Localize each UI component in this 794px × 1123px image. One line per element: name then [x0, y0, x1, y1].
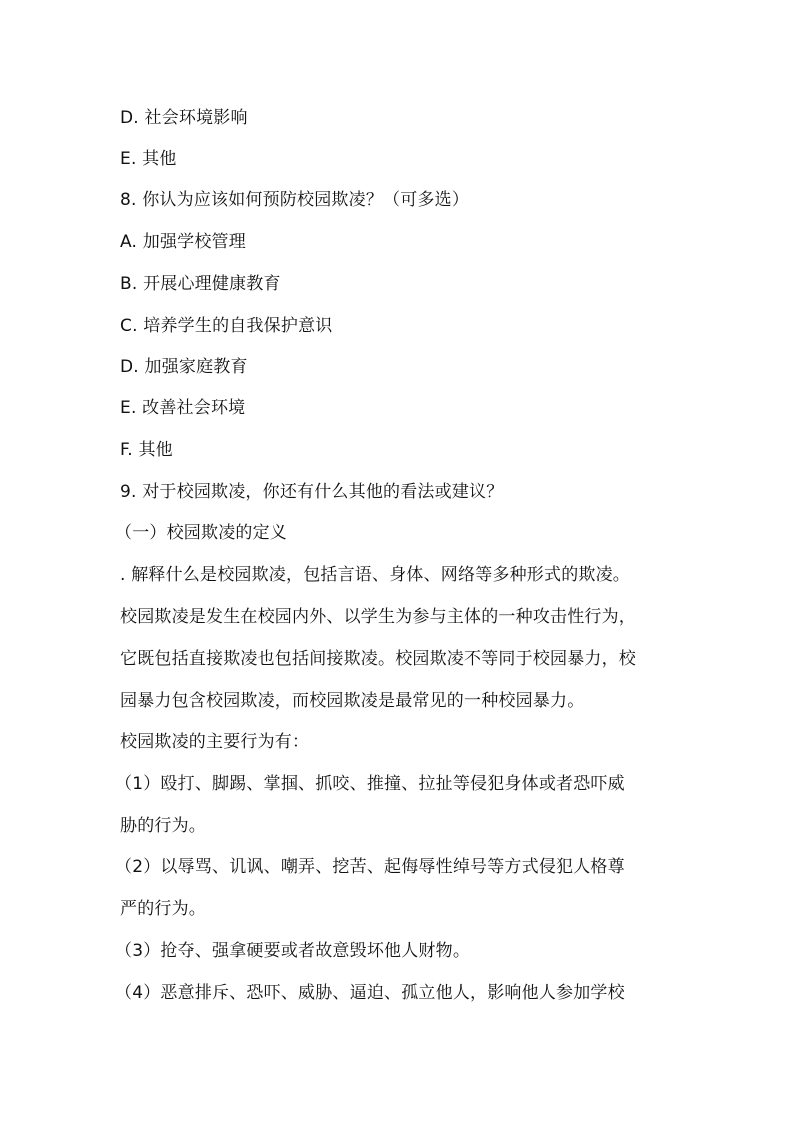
- option-e-other: E. 其他: [120, 149, 177, 169]
- section-heading-definition: （一）校园欺凌的定义: [115, 523, 287, 543]
- list-item-3: （3）抢夺、强拿硬要或者故意毁坏他人财物。: [115, 941, 471, 961]
- list-item-4: （4）恶意排斥、恐吓、威胁、逼迫、孤立他人，影响他人参加学校: [115, 983, 625, 1003]
- paragraph-line: 它既包括直接欺凌也包括间接欺凌。校园欺凌不等同于校园暴力，校: [120, 649, 636, 669]
- option-b-mental-health: B. 开展心理健康教育: [120, 274, 281, 294]
- list-item-1-continued: 胁的行为。: [120, 816, 206, 836]
- list-item-1: （1）殴打、脚踢、掌掴、抓咬、推撞、拉扯等侵犯身体或者恐吓威: [115, 774, 625, 794]
- paragraph-line: 校园欺凌的主要行为有：: [120, 732, 310, 752]
- option-f-other: F. 其他: [120, 440, 173, 460]
- option-a-school-management: A. 加强学校管理: [120, 232, 246, 252]
- question-9: 9. 对于校园欺凌，你还有什么其他的看法或建议？: [120, 482, 504, 502]
- option-c-self-protection: C. 培养学生的自我保护意识: [120, 316, 333, 336]
- paragraph-line: 园暴力包含校园欺凌，而校园欺凌是最常见的一种校园暴力。: [120, 691, 585, 711]
- list-item-2-continued: 严的行为。: [120, 899, 206, 919]
- option-d-social-environment: D. 社会环境影响: [120, 108, 248, 128]
- question-8: 8. 你认为应该如何预防校园欺凌？（可多选）: [120, 190, 470, 210]
- option-d-family-education: D. 加强家庭教育: [120, 357, 248, 377]
- paragraph-line: 校园欺凌是发生在校园内外、以学生为参与主体的一种攻击性行为，: [120, 607, 636, 627]
- paragraph-line: . 解释什么是校园欺凌，包括言语、身体、网络等多种形式的欺凌。: [120, 565, 631, 585]
- option-e-social-environment: E. 改善社会环境: [120, 398, 246, 418]
- list-item-2: （2）以辱骂、讥讽、嘲弄、挖苦、起侮辱性绰号等方式侵犯人格尊: [115, 857, 625, 877]
